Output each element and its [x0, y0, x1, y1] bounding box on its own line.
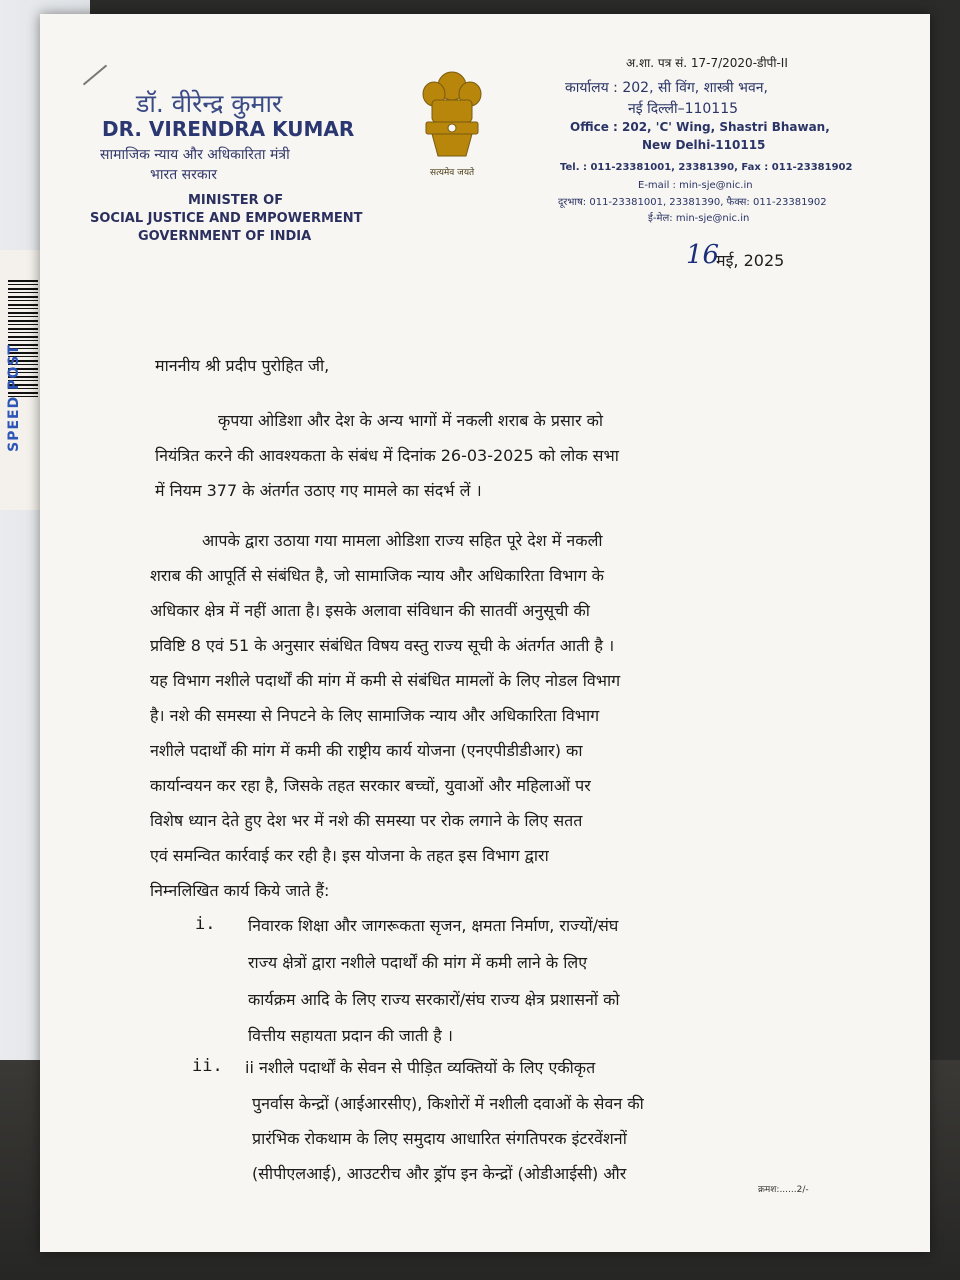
- para2-line: यह विभाग नशीले पदार्थों की मांग में कमी से संबंधित मामलों के लिए नोडल विभाग: [150, 671, 621, 690]
- list-item-line: कार्यक्रम आदि के लिए राज्य सरकारों/संघ राज्य क्षेत्र प्रशासनों को: [248, 990, 620, 1009]
- sender-name-english: DR. VIRENDRA KUMAR: [102, 117, 355, 141]
- para2-line: कार्यान्वयन कर रहा है, जिसके तहत सरकार बच्चों, युवाओं और महिलाओं पर: [150, 776, 591, 795]
- list-item-line: राज्य क्षेत्रों द्वारा नशीले पदार्थों की मांग में कमी लाने के लिए: [248, 953, 588, 972]
- government-hindi: भारत सरकार: [150, 167, 217, 183]
- para2-line: शराब की आपूर्ति से संबंधित है, जो सामाजिक न्याय और अधिकारिता विभाग के: [150, 566, 604, 585]
- office-address-hindi-2: नई दिल्ली–110115: [628, 101, 739, 117]
- letter-page: [40, 14, 930, 1252]
- sender-role-english-1: MINISTER OF: [188, 193, 284, 208]
- para2-line: है। नशे की समस्या से निपटने के लिए सामाजिक न्याय और अधिकारिता विभाग: [150, 706, 600, 725]
- para1-line: नियंत्रित करने की आवश्यकता के संबंध में दिनांक 26-03-2025 को लोक सभा: [155, 446, 619, 465]
- para1-line: में नियम 377 के अंतर्गत उठाए गए मामले का संदर्भ लें ।: [155, 481, 482, 500]
- telephone-hindi: दूरभाष: 011-23381001, 23381390, फैक्स: 011-23381902: [558, 197, 827, 208]
- date-day: 16: [686, 240, 720, 270]
- para2-line: विशेष ध्यान देते हुए देश भर में नशे की समस्या पर रोक लगाने के लिए सतत: [150, 811, 583, 830]
- para2-line: अधिकार क्षेत्र में नहीं आता है। इसके अलावा संविधान की सातवीं अनुसूची की: [150, 601, 590, 620]
- emblem-motto: सत्यमेव जयते: [430, 168, 475, 178]
- national-emblem-icon: [418, 64, 486, 169]
- para2-line: नशीले पदार्थों की मांग में कमी की राष्ट्रीय कार्य योजना (एनएपीडीडीआर) का: [150, 741, 583, 760]
- sender-role-hindi: सामाजिक न्याय और अधिकारिता मंत्री: [100, 147, 290, 163]
- sender-role-english-2: SOCIAL JUSTICE AND EMPOWERMENT: [90, 211, 363, 226]
- office-address-hindi-1: कार्यालय : 202, सी विंग, शास्त्री भवन,: [565, 80, 768, 96]
- para1-line: कृपया ओडिशा और देश के अन्य भागों में नकली शराब के प्रसार को: [218, 411, 604, 430]
- pen-mark: [83, 65, 107, 86]
- email-english: E-mail : min-sje@nic.in: [638, 180, 753, 191]
- office-address-english-1: Office : 202, 'C' Wing, Shastri Bhawan,: [570, 120, 830, 134]
- list-item-line: निवारक शिक्षा और जागरूकता सृजन, क्षमता निर्माण, राज्यों/संघ: [248, 916, 619, 935]
- telephone-english: Tel. : 011-23381001, 23381390, Fax : 011-23381902: [560, 162, 853, 173]
- para2-line: निम्नलिखित कार्य किये जाते हैं:: [150, 881, 330, 900]
- para2-line: आपके द्वारा उठाया गया मामला ओडिशा राज्य सहित पूरे देश में नकली: [202, 531, 603, 550]
- speed-post-label: SPEED POST: [5, 344, 22, 452]
- date-month-year: मई, 2025: [716, 251, 785, 270]
- office-address-english-2: New Delhi-110115: [642, 138, 766, 152]
- list-item-line: पुनर्वास केन्द्रों (आईआरसीए), किशोरों में नशीली दवाओं के सेवन की: [252, 1094, 644, 1113]
- salutation: माननीय श्री प्रदीप पुरोहित जी,: [155, 356, 330, 375]
- para2-line: एवं समन्वित कार्रवाई कर रही है। इस योजना के तहत इस विभाग द्वारा: [150, 846, 549, 865]
- email-hindi: ई-मेल: min-sje@nic.in: [648, 213, 750, 224]
- list-item-label: ii.: [192, 1056, 223, 1076]
- reference-number: अ.शा. पत्र सं. 17-7/2020-डीपी-II: [626, 56, 788, 70]
- list-item-label: i.: [195, 914, 216, 934]
- sender-name-hindi: डॉ. वीरेन्द्र कुमार: [136, 89, 283, 118]
- page-continuation: क्रमश:......2/-: [758, 1185, 809, 1195]
- para2-line: प्रविष्टि 8 एवं 51 के अनुसार संबंधित विषय वस्तु राज्य सूची के अंतर्गत आती है ।: [150, 636, 615, 655]
- government-english: GOVERNMENT OF INDIA: [138, 229, 312, 244]
- list-item-line: ii नशीले पदार्थों के सेवन से पीड़ित व्यक्तियों के लिए एकीकृत: [245, 1058, 596, 1077]
- list-item-line: प्रारंभिक रोकथाम के लिए समुदाय आधारित संगतिपरक इंटरवेंशनों: [252, 1129, 627, 1148]
- list-item-line: (सीपीएलआई), आउटरीच और ड्रॉप इन केन्द्रों (ओडीआईसी) और: [252, 1164, 627, 1183]
- list-item-line: वित्तीय सहायता प्रदान की जाती है ।: [248, 1026, 453, 1045]
